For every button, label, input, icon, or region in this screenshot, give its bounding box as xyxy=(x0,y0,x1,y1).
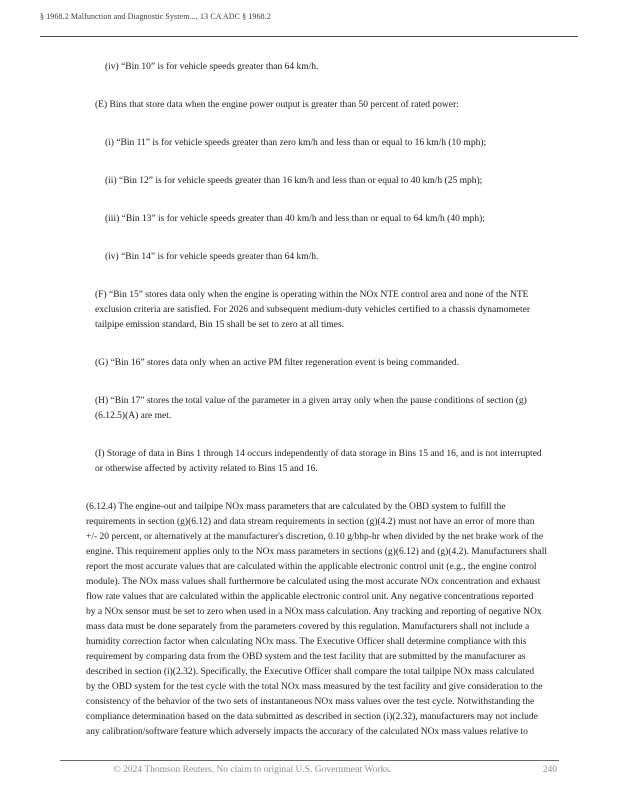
footer-rule xyxy=(60,760,559,761)
paragraph xyxy=(105,174,580,189)
text-line: mass data must be done separately from the parameters covered by this regulation. Manufacturers shall not include a xyxy=(86,622,530,632)
header-rule xyxy=(40,36,578,37)
footer-copyright: © 2024 Thomson Reuters. No claim to original U.S. Government Works. xyxy=(113,765,392,775)
text-line: (I) Storage of data in Bins 1 through 14 occurs independently of data storage in Bins 15 and 16, and is not interrupted xyxy=(95,449,542,459)
paragraph xyxy=(105,60,580,75)
text-line: (ii) “Bin 12” is for vehicle speeds greater than 16 km/h and less than or equal to 40 km/h (25 mph); xyxy=(105,176,483,186)
text-line: exclusion criteria are satisfied. For 2026 and subsequent medium-duty vehicles certified to a chassis dynamometer xyxy=(95,305,531,315)
text-line: by the OBD system for the test cycle with the total NOx mass measured by the test facility and give consideration to the xyxy=(86,682,543,692)
text-line: report the most accurate values that are calculated within the applicable electronic control unit (e.g., the engine control xyxy=(86,562,537,572)
footer-page-number: 240 xyxy=(542,765,557,775)
text-line: (G) “Bin 16” stores data only when an active PM filter regeneration event is being commanded. xyxy=(95,358,460,368)
text-line: tailpipe emission standard, Bin 15 shall be set to zero at all times. xyxy=(95,320,345,330)
text-line: (6.12.4) The engine-out and tailpipe NOx mass parameters that are calculated by the OBD system to fulfill the xyxy=(86,502,506,512)
text-line: (iv) “Bin 10” is for vehicle speeds greater than 64 km/h. xyxy=(105,62,319,72)
text-line: compliance determination based on the data submitted as described in section (i)(2.32), manufacturers may not include xyxy=(86,712,538,722)
text-line: by a NOx sensor must be set to zero when used in a NOx mass calculation. Any tracking and reporting of negative NOx xyxy=(86,607,542,617)
paragraph xyxy=(105,212,580,227)
text-line: any calibration/software feature which adversely impacts the accuracy of the calculated NOx mass values relative to xyxy=(86,727,528,737)
text-line: (F) “Bin 15” stores data only when the engine is operating within the NOx NTE control area and none of the NTE xyxy=(95,290,529,300)
paragraph xyxy=(95,447,580,477)
paragraph xyxy=(95,98,580,113)
paragraph xyxy=(95,356,580,371)
text-line: (iv) “Bin 14” is for vehicle speeds greater than 64 km/h. xyxy=(105,252,319,262)
text-line: consistency of the behavior of the two sets of instantaneous NOx mass values over the test cycle. Notwithstanding the xyxy=(86,697,535,707)
text-line: (E) Bins that store data when the engine power output is greater than 50 percent of rated power: xyxy=(95,100,459,110)
text-line: described in section (i)(2.32). Specifically, the Executive Officer shall compare the total tailpipe NOx mass calculated xyxy=(86,667,535,677)
text-line: requirement by comparing data from the OBD system and the test facility that are submitted by the manufacturer as xyxy=(86,652,526,662)
page-header xyxy=(40,12,578,21)
text-line: humidity correction factor when calculating NOx mass. The Executive Officer shall determine compliance with this xyxy=(86,637,527,647)
text-line: or otherwise affected by activity related to Bins 15 and 16. xyxy=(95,464,318,474)
header-citation: § 1968.2 Malfunction and Diagnostic System..., 13 CA ADC § 1968.2 xyxy=(40,12,271,21)
paragraph xyxy=(105,250,580,265)
text-line: +/- 20 percent, or alternatively at the manufacturer's discretion, 0.10 g/bhp-hr when divided by the net brake work of the xyxy=(86,532,544,542)
paragraph xyxy=(95,394,580,424)
text-line: module). The NOx mass values shall furthermore be calculated using the most accurate NOx concentration and exhaust xyxy=(86,577,541,587)
text-line: flow rate values that are calculated within the applicable electronic control unit. Any negative concentrations reported xyxy=(86,592,534,602)
paragraph xyxy=(105,136,580,151)
text-line: engine. This requirement applies only to the NOx mass parameters in sections (g)(6.12) and (g)(4.2). Manufacturers shall xyxy=(86,547,547,557)
text-line: (iii) “Bin 13” is for vehicle speeds greater than 40 km/h and less than or equal to 64 km/h (40 mph); xyxy=(105,214,485,224)
document-body xyxy=(0,60,618,763)
text-line: (i) “Bin 11” is for vehicle speeds greater than zero km/h and less than or equal to 16 km/h (10 mph); xyxy=(105,138,487,148)
text-line: (H) “Bin 17” stores the total value of the parameter in a given array only when the pause conditions of section (g) xyxy=(95,396,527,406)
paragraph xyxy=(95,288,580,333)
paragraph xyxy=(86,500,580,740)
text-line: (6.12.5)(A) are met. xyxy=(95,411,172,421)
text-line: requirements in section (g)(6.12) and data stream requirements in section (g)(4.2) must not have an error of more than xyxy=(86,517,535,527)
